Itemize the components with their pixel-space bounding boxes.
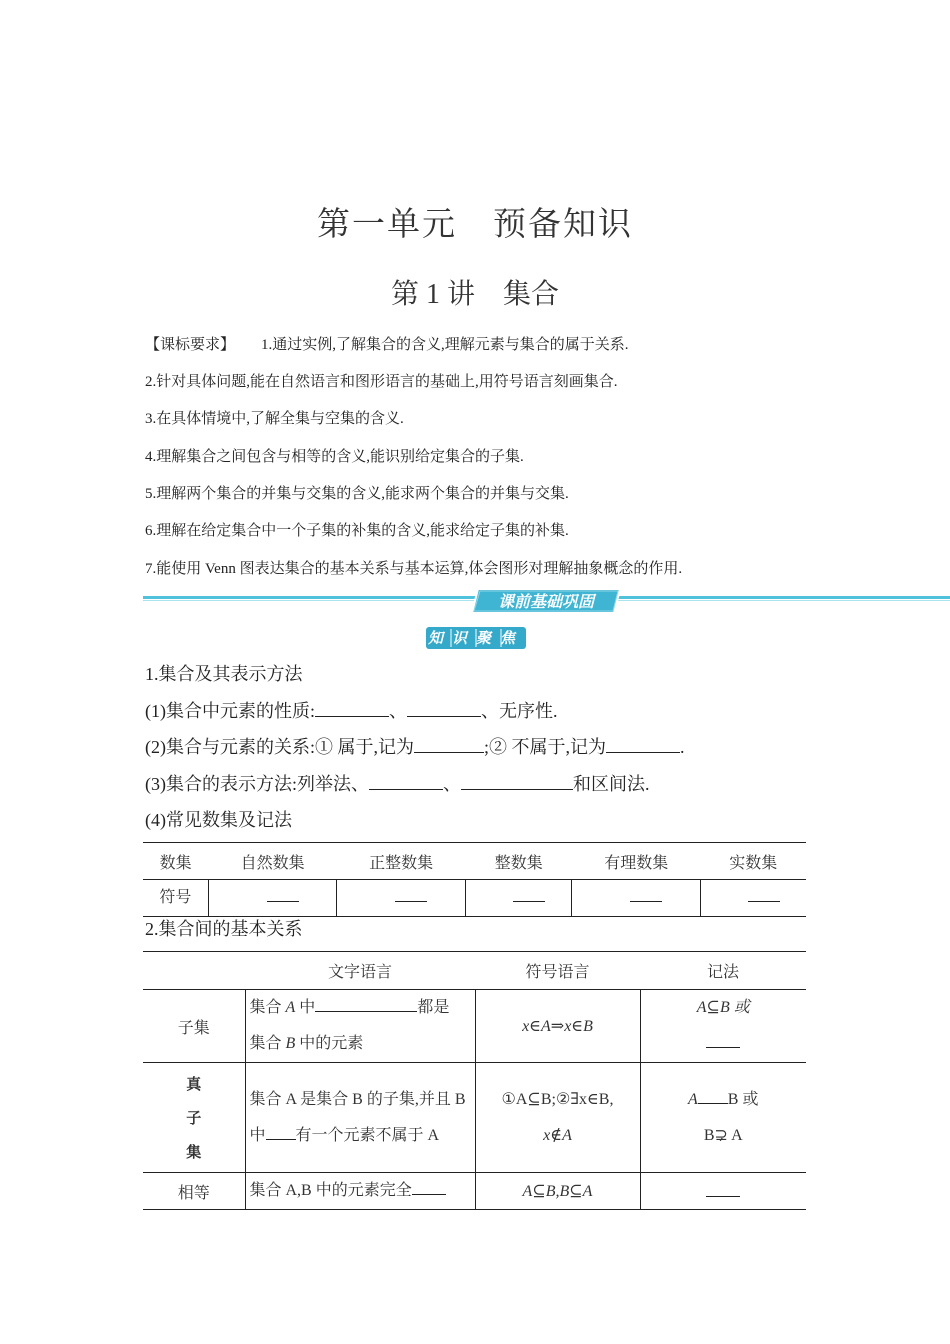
number-sets-table [143,842,806,917]
section1-line3 [145,772,650,796]
section-banner-label: 课前基础巩固 [497,592,595,611]
proper-symbol-line2: x∉A [543,1126,572,1144]
lecture-title-part2: 集合 [503,279,560,310]
requirement-item-6: 6.理解在给定集合中一个子集的补集的含义,能求给定子集的补集. [145,523,569,539]
fill-blank [407,700,481,717]
equal-text-cell [245,1173,475,1210]
proper-notation-line1 [641,1082,807,1118]
line1-text: (1)集合中元素的性质: [145,701,315,721]
table-header-cell: 自然数集 [208,843,337,880]
var-b: B [285,1035,296,1052]
row-label: 相等 [143,1173,245,1210]
fill-blank [706,1032,740,1048]
line2-end: . [680,737,685,757]
fill-blank [630,891,662,902]
section1-line1 [145,699,558,723]
table-header-cell: 符号语言 [475,952,640,990]
subset-symbol: x∈A⇒x∈B [475,990,640,1063]
text: B 或 [727,1090,759,1108]
row-label: 符号 [143,880,208,917]
subset-text-line2 [250,1026,475,1062]
section-banner [470,587,622,615]
fill-blank [461,773,573,790]
table-row [143,880,806,917]
row-label-char: 集 [186,1142,202,1161]
proper-notation-cell [640,1063,806,1173]
section1-line2 [145,735,685,759]
var-a: A [688,1090,698,1108]
table-header-cell: 文字语言 [245,952,475,990]
table-header-cell: 实数集 [701,843,807,880]
subset-notation-blank-line [641,1026,807,1062]
blank-cell [465,880,571,917]
blank-cell [337,880,466,917]
subset-text-line1 [250,990,475,1026]
knowledge-badge-label: 知识聚焦 [427,629,525,647]
fill-blank [315,700,389,717]
fill-blank [369,773,443,790]
line1-end: 、无序性. [481,701,558,721]
requirements-tag: 【课标要求】 [145,337,236,353]
proper-text-line2 [250,1118,475,1154]
proper-notation-line2: B⊋ A [703,1126,743,1144]
row-label-proper-subset [143,1063,245,1173]
proper-symbol-cell [475,1063,640,1173]
text: 集合 [249,999,286,1016]
blank-cell [208,880,337,917]
fill-blank [513,891,545,902]
separator: 、 [389,701,407,721]
blank-cell [572,880,701,917]
proper-text-cell [245,1063,475,1173]
requirement-text: 1.通过实例,了解集合的含义,理解元素与集合的属于关系. [261,337,629,353]
proper-symbol-line1: ①A⊆B;②∃x∈B, [501,1090,614,1108]
fill-blank [698,1088,728,1104]
table-header-cell: 整数集 [465,843,571,880]
text: 中 [295,999,316,1016]
subset-text-cell [245,990,475,1063]
knowledge-badge [425,626,527,650]
text: 有一个元素不属于 A [295,1126,440,1144]
fill-blank [315,996,417,1012]
lecture-title-part1: 第 1 讲 [390,279,475,310]
table-header-cell: 正整数集 [337,843,466,880]
table-header-cell: 记法 [640,952,806,990]
blank-cell [701,880,807,917]
separator: 、 [443,774,461,794]
section2-heading: 2.集合间的基本关系 [145,919,303,939]
table-header-cell: 数集 [143,843,208,880]
text: 中 [249,1126,266,1144]
text: 集合 [249,1035,286,1052]
subset-notation-cell [640,990,806,1063]
lecture-title [0,272,950,312]
section1-line4: (4)常见数集及记法 [145,810,292,830]
table-row-subset [143,990,806,1063]
fill-blank [266,1124,296,1140]
requirement-item-3: 3.在具体情境中,了解全集与空集的含义. [145,411,404,427]
line2-text: (2)集合与元素的关系:① 属于,记为 [145,737,414,757]
unit-title [0,198,950,245]
table-row-equal [143,1173,806,1210]
fill-blank [414,736,484,753]
table-row-proper-subset [143,1063,806,1173]
requirement-item-5: 5.理解两个集合的并集与交集的含义,能求两个集合的并集与交集. [145,486,569,502]
requirement-item-1 [145,335,629,355]
requirement-item-2: 2.针对具体问题,能在自然语言和图形语言的基础上,用符号语言刻画集合. [145,374,618,390]
row-label: 子集 [143,990,245,1063]
text: 都是 [417,999,450,1016]
table-header-cell [143,952,245,990]
relations-table [143,951,806,1210]
fill-blank [395,891,427,902]
table-header-row [143,843,806,880]
subset-notation: A⊆B 或 [696,999,750,1016]
equal-symbol: A⊆B,B⊆A [475,1173,640,1210]
fill-blank [706,1181,740,1197]
line2-text-b: ;② 不属于,记为 [484,737,607,757]
var-a: A [285,999,296,1016]
fill-blank [606,736,680,753]
unit-title-part2: 预备知识 [493,207,633,243]
text: 中的元素 [295,1035,364,1052]
line3-end: 和区间法. [573,774,650,794]
fill-blank [412,1179,446,1195]
proper-text-line1: 集合 A 是集合 B 的子集,并且 B [249,1090,466,1108]
requirement-item-4: 4.理解集合之间包含与相等的含义,能识别给定集合的子集. [145,449,524,465]
line3-text: (3)集合的表示方法:列举法、 [145,774,369,794]
unit-title-part1: 第一单元 [317,207,457,243]
table-header-cell: 有理数集 [572,843,701,880]
row-label-char: 真 [186,1074,202,1093]
section1-heading: 1.集合及其表示方法 [145,664,303,684]
table-header-row [143,952,806,990]
requirement-item-7: 7.能使用 Venn 图表达集合的基本关系与基本运算,体会图形对理解抽象概念的作用. [145,561,683,577]
row-label-char: 子 [186,1108,202,1127]
fill-blank [267,891,299,902]
equal-notation-cell [640,1173,806,1210]
text: 集合 A,B 中的元素完全 [249,1182,412,1199]
fill-blank [748,891,780,902]
